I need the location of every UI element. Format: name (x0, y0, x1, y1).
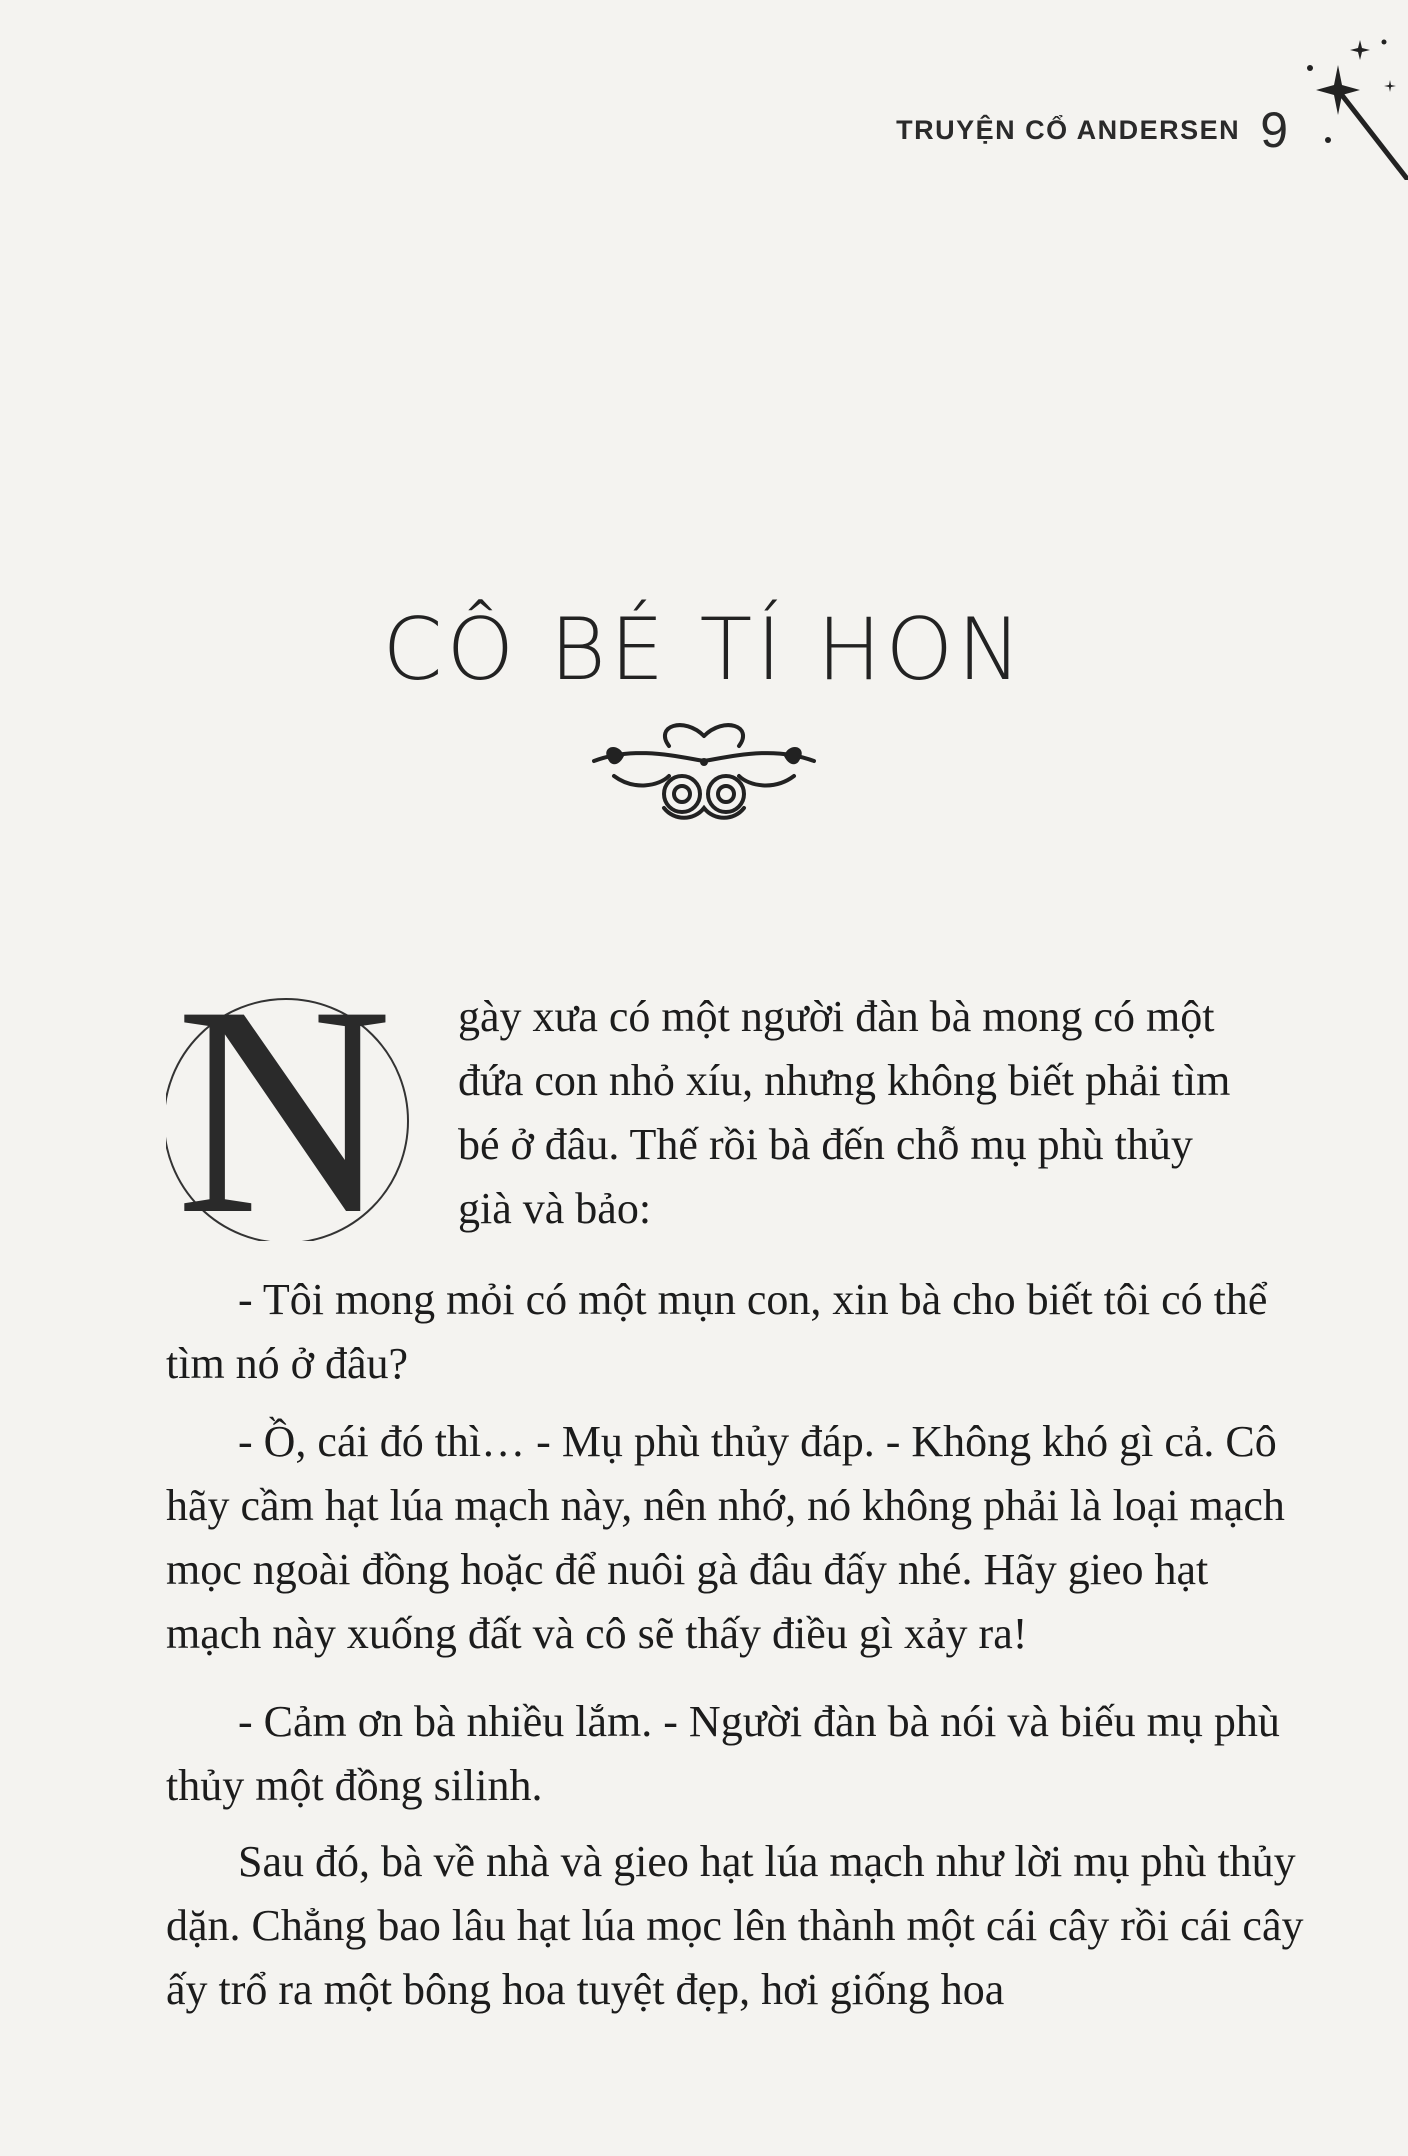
text-line: già và bảo: (458, 1184, 652, 1233)
text-line: đứa con nhỏ xíu, nhưng không biết phải tìm (458, 1056, 1231, 1105)
paragraph-text: Sau đó, bà về nhà và gieo hạt lúa mạch như lời mụ phù thủy dặn. Chẳng bao lâu hạt lúa mọc lên thành một cái cây rồi cái cây ấy trổ ra một bông hoa tuyệt đẹp, hơi giống hoa (166, 1837, 1304, 2014)
story-body (166, 971, 1308, 1241)
dropcap-lines (458, 985, 1308, 1241)
running-title: TRUYỆN CỔ ANDERSEN (896, 114, 1241, 145)
page-header (896, 100, 1288, 160)
dropcap-letter (166, 971, 436, 1241)
paragraph-text: - Cảm ơn bà nhiều lắm. - Người đàn bà nói và biếu mụ phù thủy một đồng silinh. (166, 1697, 1280, 1810)
opening-paragraph (166, 971, 1308, 1241)
paragraph-3 (166, 1690, 1308, 1818)
dropcap-text: N (175, 971, 393, 1241)
text-line: bé ở đâu. Thế rồi bà đến chỗ mụ phù thủy (458, 1120, 1193, 1169)
text-line: gày xưa có một người đàn bà mong có một (458, 992, 1215, 1041)
page-number: 9 (1260, 102, 1288, 158)
story-title: CÔ BÉ TÍ HON (382, 600, 1026, 700)
paragraph-text: - Tôi mong mỏi có một mụn con, xin bà cho biết tôi có thể tìm nó ở đâu? (166, 1275, 1268, 1388)
magic-wand-icon (1298, 30, 1408, 180)
paragraph-2 (166, 1410, 1308, 1666)
paragraph-text: - Ồ, cái đó thì… - Mụ phù thủy đáp. - Không khó gì cả. Cô hãy cầm hạt lúa mạch này, nên nhớ, nó không phải là loại mạch mọc ngoài đồng hoặc để nuôi gà đâu đấy nhé. Hãy gieo hạt mạch này xuống đất và cô sẽ thấy điều gì xảy ra! (166, 1417, 1285, 1658)
ornament-flourish-icon (574, 716, 834, 826)
paragraph-1 (166, 1268, 1308, 1396)
paragraph-4 (166, 1830, 1308, 2022)
